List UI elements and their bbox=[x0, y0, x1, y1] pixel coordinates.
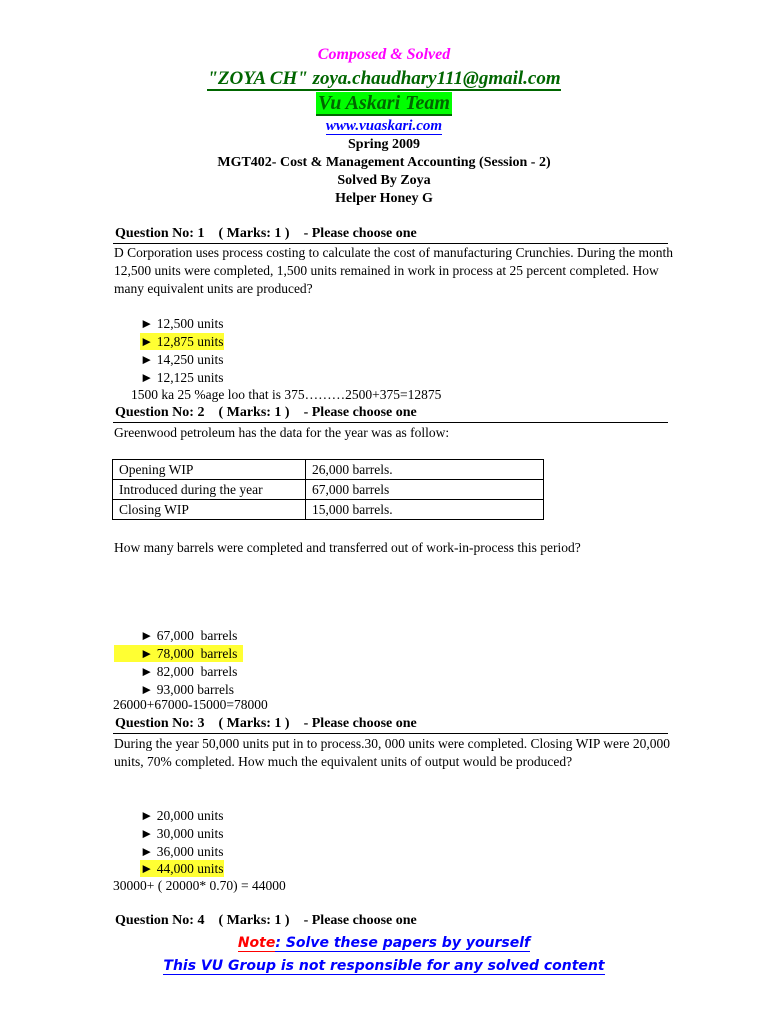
note-line bbox=[0, 935, 768, 951]
note-label: Note bbox=[237, 935, 276, 951]
question-3-option[interactable]: ► 30,000 units bbox=[140, 826, 224, 841]
question-3-solution: 30000+ ( 20000* 0.70) = 44000 bbox=[113, 878, 286, 893]
table-cell: 67,000 barrels bbox=[306, 480, 544, 500]
team-text: Vu Askari Team bbox=[318, 92, 450, 114]
question-4-heading: Question No: 4 ( Marks: 1 ) - Please choose one bbox=[115, 913, 417, 928]
question-2-text: Greenwood petroleum has the data for the year was as follow: bbox=[114, 425, 450, 440]
data-table bbox=[112, 459, 544, 520]
table-cell: Introduced during the year bbox=[113, 480, 306, 500]
question-2-heading: Question No: 2 ( Marks: 1 ) - Please choose one bbox=[115, 405, 417, 420]
question-1-solution: 1500 ka 25 %age loo that is 375………2500+375=12875 bbox=[131, 387, 442, 402]
question-1-option[interactable]: ► 12,500 units bbox=[140, 316, 224, 331]
question-2-solution: 26000+67000-15000=78000 bbox=[113, 697, 268, 712]
question-2-option-correct[interactable]: ► 78,000 barrels bbox=[114, 645, 243, 662]
helper-label: Helper Honey G bbox=[335, 191, 433, 206]
question-3-heading: Question No: 3 ( Marks: 1 ) - Please choose one bbox=[115, 716, 417, 731]
table-cell: 15,000 barrels. bbox=[306, 500, 544, 520]
question-3-option[interactable]: ► 20,000 units bbox=[140, 808, 224, 823]
question-1-option[interactable]: ► 14,250 units bbox=[140, 352, 224, 367]
question-1-option[interactable]: ► 12,125 units bbox=[140, 370, 224, 385]
question-2-question: How many barrels were completed and transferred out of work-in-process this period? bbox=[114, 540, 581, 555]
disclaimer-line bbox=[0, 958, 768, 974]
question-1-option-correct[interactable]: ► 12,875 units bbox=[140, 334, 224, 349]
table-cell: 26,000 barrels. bbox=[306, 460, 544, 480]
question-1-text: D Corporation uses process costing to calculate the cost of manufacturing Crunchies. During the month 12,500 units were completed, 1,500 units remained in work in process at 25 percent completed. How many equivalent units are produced? bbox=[114, 245, 673, 296]
team-name bbox=[0, 92, 768, 115]
website-text[interactable]: www.vuaskari.com bbox=[325, 118, 443, 134]
table-row bbox=[113, 480, 544, 500]
disclaimer-text: This VU Group is not responsible for any solved content bbox=[163, 958, 605, 974]
website-link[interactable] bbox=[0, 118, 768, 135]
question-1-heading: Question No: 1 ( Marks: 1 ) - Please choose one bbox=[115, 226, 417, 241]
term-label: Spring 2009 bbox=[348, 137, 420, 152]
solved-by-label: Solved By Zoya bbox=[337, 173, 431, 188]
table-cell: Opening WIP bbox=[113, 460, 306, 480]
course-title: MGT402- Cost & Management Accounting (Session - 2) bbox=[217, 155, 551, 170]
question-2-option[interactable]: ► 93,000 barrels bbox=[140, 682, 234, 697]
table-row bbox=[113, 500, 544, 520]
note-text: : Solve these papers by yourself bbox=[275, 935, 531, 951]
question-3-option[interactable]: ► 36,000 units bbox=[140, 844, 224, 859]
author-text: "ZOYA CH" zoya.chaudhary111@gmail.com bbox=[207, 68, 561, 89]
question-2-option[interactable]: ► 82,000 barrels bbox=[140, 664, 238, 679]
table-cell: Closing WIP bbox=[113, 500, 306, 520]
table-row bbox=[113, 460, 544, 480]
question-3-option-correct[interactable]: ► 44,000 units bbox=[140, 861, 224, 876]
question-2-option[interactable]: ► 67,000 barrels bbox=[140, 628, 238, 643]
question-3-text: During the year 50,000 units put in to process.30, 000 units were completed. Closing WIP were 20,000 units, 70% completed. How much the equivalent units of output would be produced? bbox=[114, 736, 671, 769]
divider bbox=[113, 733, 668, 734]
composed-label: Composed & Solved bbox=[317, 46, 451, 63]
author-line bbox=[0, 68, 768, 90]
divider bbox=[113, 422, 668, 423]
